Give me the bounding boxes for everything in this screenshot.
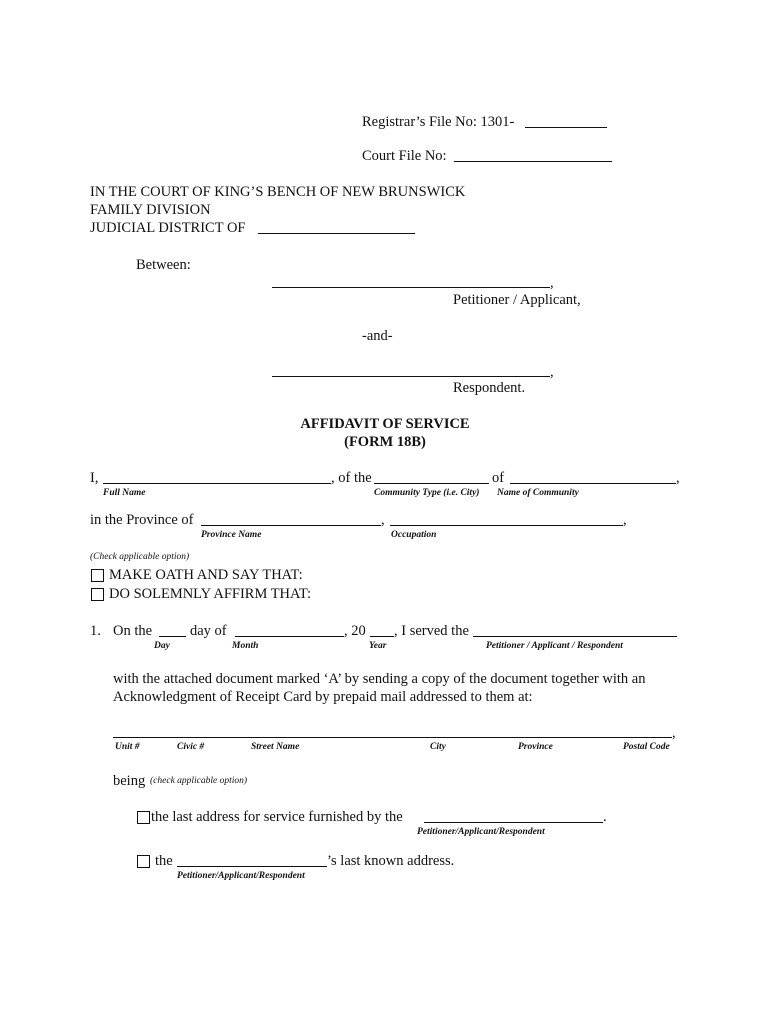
service-body-line1: with the attached document marked ‘A’ by sending a copy of the document together with an: [113, 671, 646, 687]
full-name-field[interactable]: [103, 483, 331, 484]
civic-caption: Civic #: [177, 742, 205, 752]
between-label: Between:: [136, 257, 191, 273]
registrar-file-label: Registrar’s File No: 1301-: [362, 114, 515, 130]
court-file-label: Court File No:: [362, 148, 447, 164]
full-name-caption: Full Name: [103, 488, 146, 498]
last-known-suffix: ’s last known address.: [327, 853, 455, 869]
province-caption: Province Name: [201, 530, 262, 540]
declarant-i: I,: [90, 470, 99, 486]
community-type-caption: Community Type (i.e. City): [374, 488, 480, 498]
unit-caption: Unit #: [115, 742, 140, 752]
day-field[interactable]: [159, 636, 186, 637]
day-of-label: day of: [190, 623, 227, 639]
oath-instruction: (Check applicable option): [90, 552, 190, 562]
petitioner-comma: ,: [550, 275, 554, 291]
year-caption: Year: [369, 641, 387, 651]
item-number: 1.: [90, 623, 101, 639]
occupation-comma: ,: [623, 512, 627, 528]
last-address-checkbox[interactable]: [137, 811, 150, 824]
respondent-label: Respondent.: [453, 380, 526, 396]
registrar-file-field[interactable]: [525, 127, 607, 128]
petitioner-name-field[interactable]: [272, 287, 550, 288]
court-file-field[interactable]: [454, 161, 612, 162]
being-label: being: [113, 773, 146, 789]
on-the-label: On the: [113, 623, 153, 639]
address-comma: ,: [672, 725, 676, 741]
province-field[interactable]: [201, 525, 381, 526]
affirm-option-label: DO SOLEMNLY AFFIRM THAT:: [109, 586, 312, 602]
respondent-name-field[interactable]: [272, 376, 550, 377]
year-field[interactable]: [370, 636, 394, 637]
community-type-field[interactable]: [374, 483, 489, 484]
street-caption: Street Name: [251, 742, 300, 752]
year-prefix: , 20: [344, 623, 366, 639]
of-the-label: , of the: [331, 470, 372, 486]
form-number: (FORM 18B): [344, 434, 426, 450]
last-known-checkbox[interactable]: [137, 855, 150, 868]
court-name: IN THE COURT OF KING’S BENCH OF NEW BRUNSWICK: [90, 184, 466, 200]
last-address-period: .: [603, 809, 607, 825]
declarant-comma: ,: [676, 470, 680, 486]
of-label: of: [492, 470, 505, 486]
judicial-district-field[interactable]: [258, 233, 415, 234]
being-note: (check applicable option): [150, 776, 248, 786]
oath-checkbox[interactable]: [91, 569, 104, 582]
city-caption: City: [430, 742, 446, 752]
address-field[interactable]: [113, 737, 672, 738]
served-party-field[interactable]: [473, 636, 677, 637]
service-body-line2: Acknowledgment of Receipt Card by prepaid mail addressed to them at:: [113, 689, 533, 705]
occupation-field[interactable]: [390, 525, 623, 526]
court-division: FAMILY DIVISION: [90, 202, 211, 218]
form-title: AFFIDAVIT OF SERVICE: [300, 416, 470, 432]
province-address-caption: Province: [518, 742, 553, 752]
province-prefix: in the Province of: [90, 512, 194, 528]
postal-caption: Postal Code: [623, 742, 670, 752]
last-address-party-field[interactable]: [424, 822, 603, 823]
last-address-caption: Petitioner/Applicant/Respondent: [417, 827, 545, 837]
last-known-caption: Petitioner/Applicant/Respondent: [177, 871, 305, 881]
served-party-caption: Petitioner / Applicant / Respondent: [486, 641, 623, 651]
petitioner-label: Petitioner / Applicant,: [453, 292, 581, 308]
community-name-caption: Name of Community: [497, 488, 579, 498]
judicial-district-label: JUDICIAL DISTRICT OF: [90, 220, 246, 236]
month-caption: Month: [232, 641, 259, 651]
month-field[interactable]: [235, 636, 344, 637]
day-caption: Day: [154, 641, 170, 651]
occupation-caption: Occupation: [391, 530, 437, 540]
community-name-field[interactable]: [510, 483, 676, 484]
last-known-party-field[interactable]: [177, 866, 327, 867]
province-comma: ,: [381, 512, 385, 528]
respondent-comma: ,: [550, 364, 554, 380]
last-known-prefix: the: [155, 853, 173, 869]
oath-option-label: MAKE OATH AND SAY THAT:: [109, 567, 303, 583]
served-label: , I served the: [394, 623, 469, 639]
last-address-text: the last address for service furnished by the: [151, 809, 403, 825]
and-label: -and-: [362, 328, 393, 344]
affirm-checkbox[interactable]: [91, 588, 104, 601]
